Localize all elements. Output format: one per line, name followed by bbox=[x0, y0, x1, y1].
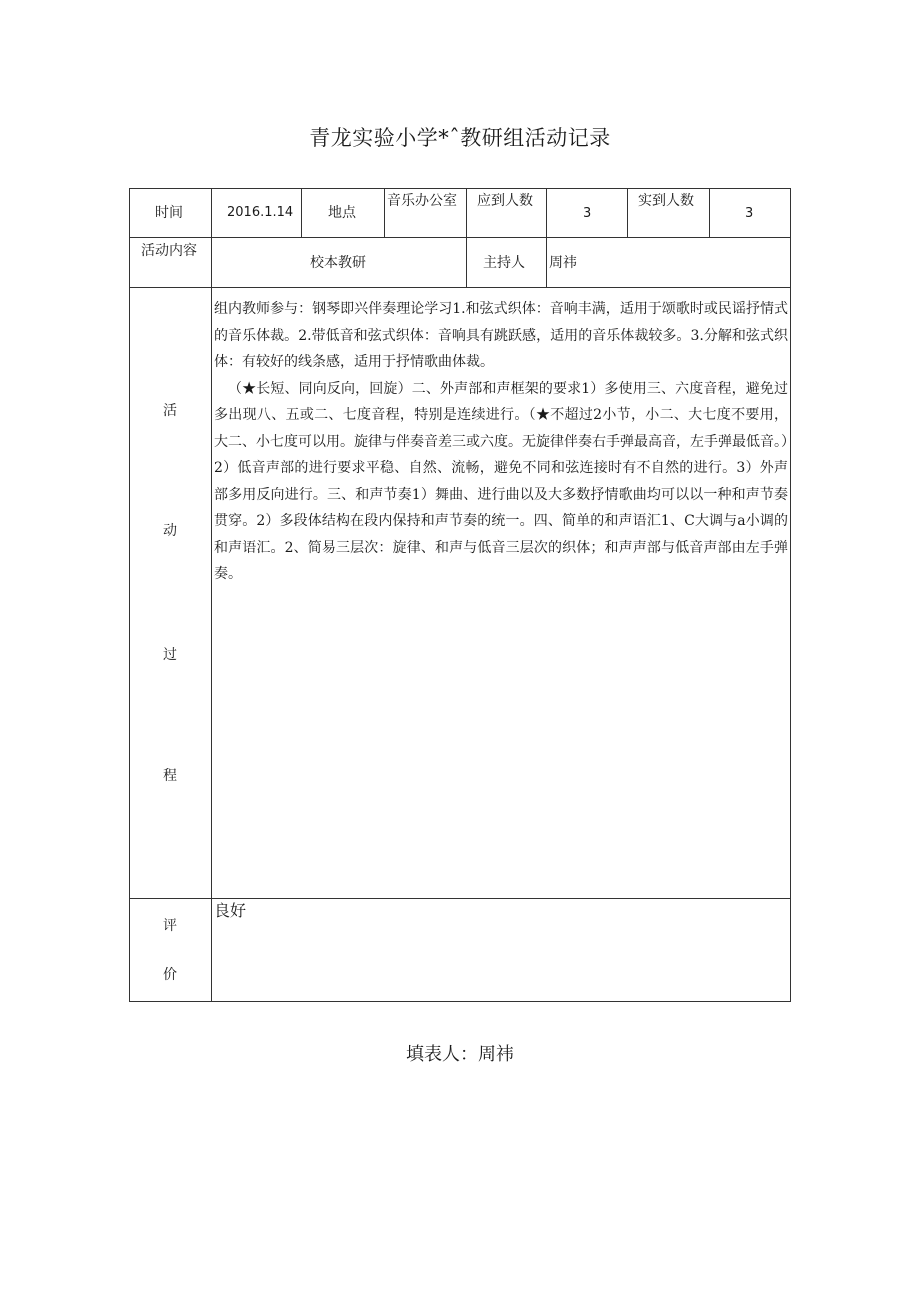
evaluation-value: 良好 bbox=[214, 901, 247, 920]
col-divider-actual-label bbox=[709, 188, 710, 237]
process-label-char-2: 动 bbox=[163, 523, 177, 539]
expected-count-label: 应到人数 bbox=[477, 193, 533, 209]
col-divider-place-label bbox=[384, 188, 385, 237]
activity-content-value: 校本教研 bbox=[310, 255, 366, 271]
col-divider-place-value bbox=[466, 188, 467, 287]
time-value: 2016.1.14 bbox=[227, 205, 294, 220]
process-label-char-3: 过 bbox=[163, 647, 177, 663]
col-divider-time bbox=[301, 188, 302, 237]
col-divider-expected-value bbox=[627, 188, 628, 237]
activity-process-text bbox=[214, 296, 788, 588]
col-divider-label bbox=[211, 188, 212, 1002]
evaluation-label-char-2: 价 bbox=[163, 967, 177, 983]
col-divider-expected-label bbox=[546, 188, 547, 287]
actual-count-value: 3 bbox=[745, 206, 754, 221]
evaluation-label-char-1: 评 bbox=[163, 918, 177, 934]
page-title: 青龙实验小学*ˆ教研组活动记录 bbox=[309, 126, 611, 150]
row-divider-3 bbox=[129, 898, 791, 899]
host-label: 主持人 bbox=[483, 255, 525, 271]
process-label-char-1: 活 bbox=[163, 403, 177, 419]
expected-count-value: 3 bbox=[583, 206, 592, 221]
activity-content-label: 活动内容 bbox=[141, 243, 197, 259]
form-filler: 填表人：周祎 bbox=[406, 1044, 514, 1065]
place-value: 音乐办公室 bbox=[387, 193, 457, 209]
process-label-char-4: 程 bbox=[163, 768, 177, 784]
place-label: 地点 bbox=[328, 205, 356, 221]
process-paragraph-1: 组内教师参与：钢琴即兴伴奏理论学习1.和弦式织体：音响丰满，适用于颂歌时或民谣抒情式的音乐体裁。2.带低音和弦式织体：音响具有跳跃感，适用的音乐体裁较多。3.分解和弦式织体：有较好的线条感，适用于抒情歌曲体裁。 bbox=[214, 301, 788, 370]
time-label: 时间 bbox=[155, 205, 183, 221]
row-divider-1 bbox=[129, 237, 791, 238]
host-value: 周祎 bbox=[549, 255, 577, 271]
row-divider-2 bbox=[129, 287, 791, 288]
actual-count-label: 实到人数 bbox=[638, 193, 694, 209]
process-paragraph-2: （★长短、同向反向，回旋）二、外声部和声框架的要求1）多使用三、六度音程，避免过多出现八、五或二、七度音程，特别是连续进行。（★不超过2小节，小二、大七度不要用，大二、小七度可以用。旋律与伴奏音差三或六度。无旋律伴奏右手弹最高音，左手弹最低音。）2）低音声部的进行要求平稳、自然、流畅，避免不同和弦连接时有不自然的进行。3）外声部多用反向进行。三、和声节奏1）舞曲、进行曲以及大多数抒情歌曲均可以以一种和声节奏贯穿。2）多段体结构在段内保持和声节奏的统一。四、简单的和声语汇1、C大调与a小调的和声语汇。2、简易三层次：旋律、和声与低音三层次的织体；和声声部与低音声部由左手弹奏。 bbox=[214, 380, 788, 582]
